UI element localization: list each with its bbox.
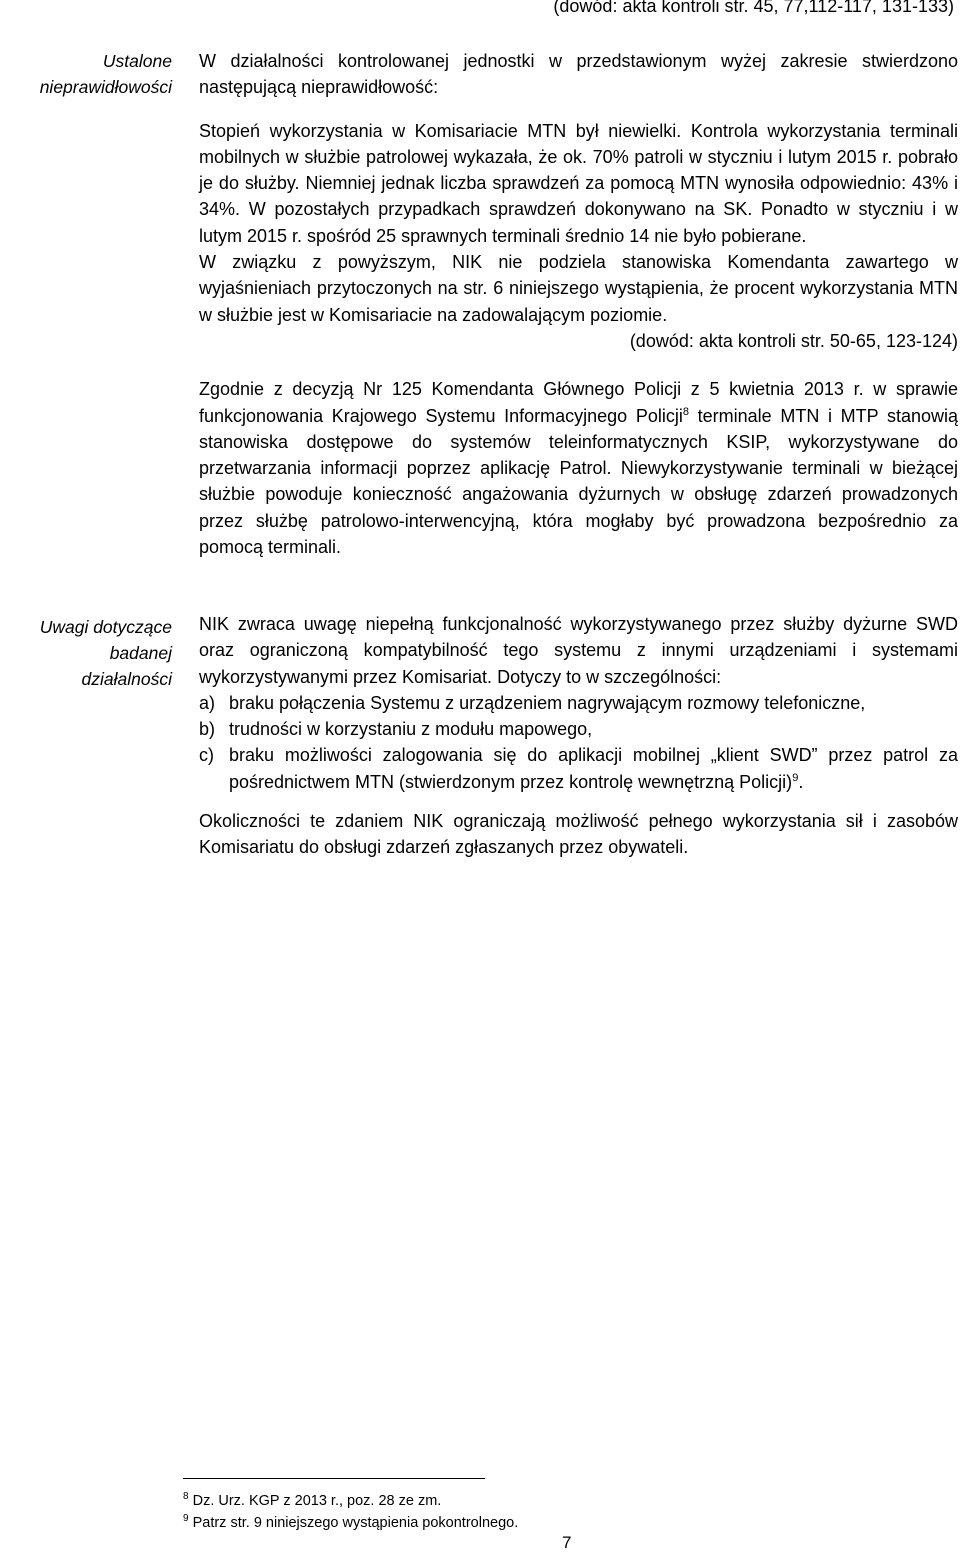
swd-issues-list — [199, 690, 958, 795]
mtn-usage-paragraph: Stopień wykorzystania w Komisariacie MTN był niewielki. Kontrola wykorzystania terminali mobilnych w służbie patrolowej wykazała, że ok. 70% patroli w styczniu i lutym 2015 r. pobrało je do służby. Niemniej jednak liczba sprawdzeń za pomocą MTN wynosiła odpowiednio: 43% i 34%. W pozostałych przypadkach sprawdzeń dokonywano na SK. Ponadto w styczniu i w lutym 2015 r. spośród 25 sprawnych terminali średnio 14 nie było pobierane. — [199, 120, 958, 246]
ksip-decision-paragraph — [199, 376, 958, 560]
section-label-remarks: Uwagi dotyczące badanej działalności — [39, 617, 172, 689]
footnote-ref-8: 8 — [682, 405, 689, 418]
footnote: $^8$ Dz. Urz. KGP z 2013 r., poz. 28 ze zm. — [183, 1491, 442, 1509]
evidence-reference: (dowód: akta kontroli str. 50-65, 123-124) — [629, 330, 958, 351]
closing-paragraph: Okoliczności te zdaniem NIK ograniczają możliwość pełnego wykorzystania sił i zasobów Komisariatu do obsługi zdarzeń zgłaszanych przez obywateli. — [199, 811, 958, 858]
ksip-text-end: terminale MTN i MTP stanowią stanowiska dostępowe do systemów teleinformatycznych KSIP, wykorzystywane do przetwarzania informacji poprzez aplikację Patrol. Niewykorzystywanie terminali w bieżącej służbie powoduje konieczność angażowania dyżurnych w obsługę zdarzeń prowadzonych przez służbę patrolowo-interwencyjną, która mogłaby być prowadzona bezpośrednio za pomocą terminali. — [199, 405, 958, 558]
intro-paragraph: W działalności kontrolowanej jednostki w przedstawionym wyżej zakresie stwierdzono następującą nieprawidłowość: — [199, 51, 958, 98]
page-number: 7 — [562, 1533, 572, 1552]
footnote-ref-9: 9 — [792, 771, 799, 784]
ksip-text-start: Zgodnie z decyzją Nr 125 Komendanta Głównego Policji z 5 kwietnia 2013 r. w sprawie funkcjonowania Krajowego Systemu Informacyjnego Policji — [199, 379, 958, 426]
list-item: a) braku połączenia Systemu z urządzeniem nagrywającym rozmowy telefoniczne, — [199, 692, 866, 713]
footnote: $^9$ Patrz str. 9 niniejszego wystąpienia pokontrolnego. — [183, 1513, 519, 1531]
nik-position-paragraph: W związku z powyższym, NIK nie podziela stanowiska Komendanta zawartego w wyjaśnieniach przytoczonych na str. 6 niniejszego wystąpienia, że procent wykorzystania MTN w służbie jest w Komisariacie na zadowalającym poziomie. — [199, 252, 958, 325]
list-item: c) braku możliwości zalogowania się do aplikacji mobilnej „klient SWD” przez patrol za pośrednictwem MTN (stwierdzonym przez kontrolę wewnętrzną Policji)$^9$. — [199, 745, 958, 792]
section-label-irregularities: Ustalone nieprawidłowości — [39, 51, 172, 97]
footnote-separator — [183, 1478, 485, 1479]
irregularities-section — [199, 48, 958, 560]
remarks-section — [199, 611, 958, 861]
swd-paragraph: NIK zwraca uwagę niepełną funkcjonalność wykorzystywanego przez służby dyżurne SWD oraz ograniczoną kompatybilność tego systemu z innymi urządzeniami i systemami wykorzystywanymi przez Komisariat. Dotyczy to w szczególności: — [199, 614, 958, 687]
top-evidence: (dowód: akta kontroli str. 45, 77,112-117, 131-133) — [553, 0, 954, 16]
list-item: b) trudności w korzystaniu z modułu mapowego, — [199, 719, 593, 740]
